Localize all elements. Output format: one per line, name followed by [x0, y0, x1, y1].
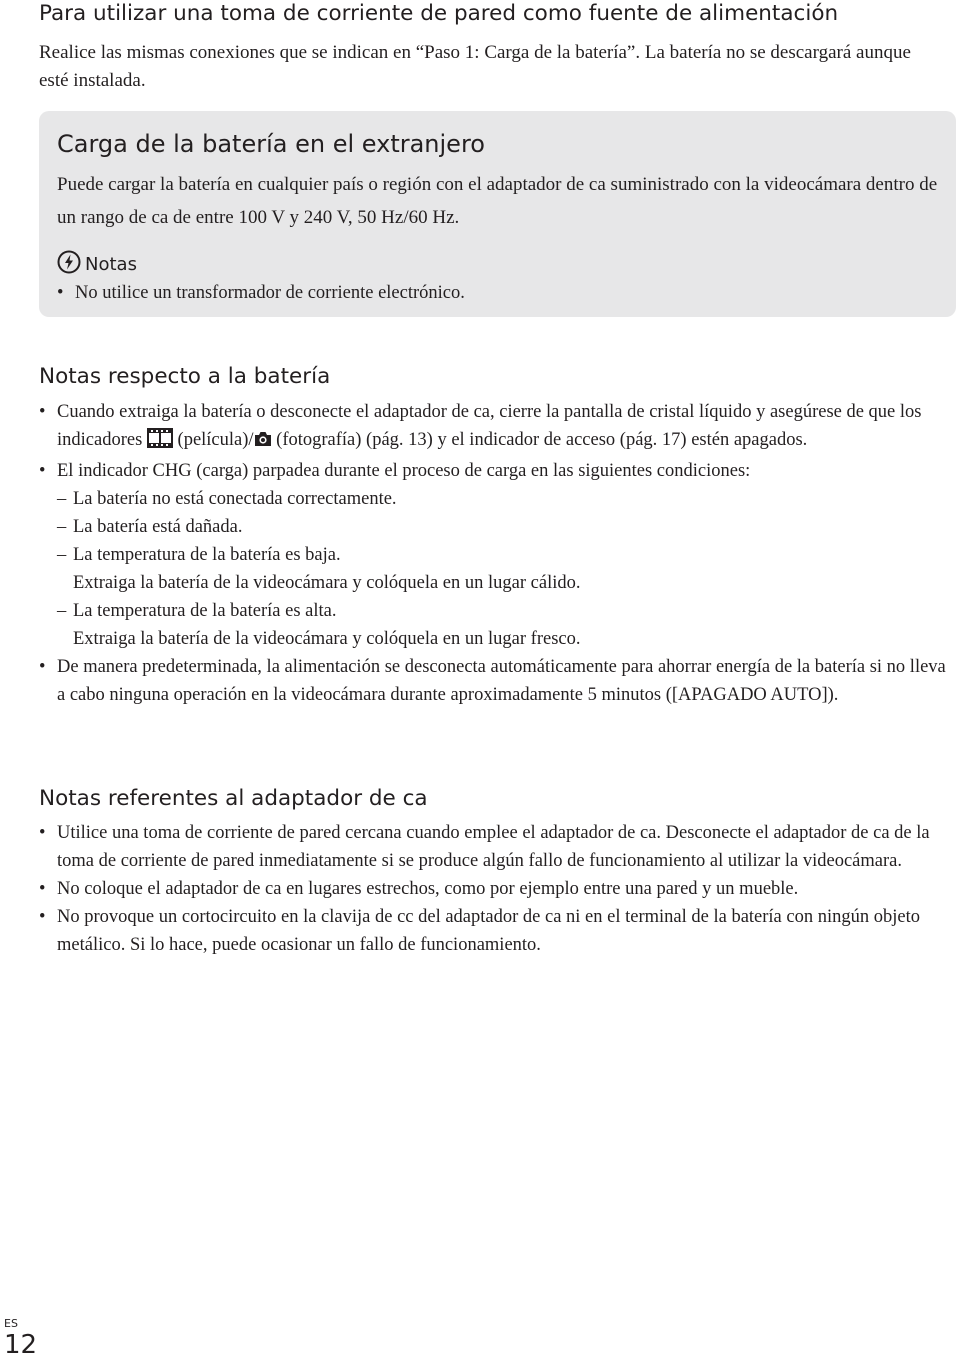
adapter-notes-list: [39, 819, 944, 959]
sub-list-item: – La temperatura de la batería es baja.: [57, 541, 957, 569]
movie-film-icon: [147, 428, 173, 457]
sub-list-item-note: Extraiga la batería de la videocámara y colóquela en un lugar cálido.: [73, 573, 581, 593]
sub-list-item: – La batería no está conectada correctamente.: [57, 485, 957, 513]
page-number: 12: [4, 1330, 38, 1360]
list-item: [39, 398, 957, 457]
list-item: [39, 457, 957, 653]
battery-note-1-text-b: (película)/: [172, 430, 254, 450]
list-item: • No provoque un cortocircuito en la clavija de cc del adaptador de ca ni en el terminal de la batería con ningún objeto metálico. Si lo hace, puede ocasionar un fallo de funcionamiento.: [39, 903, 944, 959]
list-item: • No coloque el adaptador de ca en lugares estrechos, como por ejemplo entre una pared y un mueble.: [39, 875, 944, 903]
charging-abroad-title: Carga de la batería en el extranjero: [57, 130, 485, 158]
battery-note-1-text-a: Cuando extraiga la batería o desconecte el adaptador de ca, cierre la pantalla de cristal líquido y asegúrese de que los indicadores: [57, 402, 922, 450]
list-item: • De manera predeterminada, la alimentación se desconecta automáticamente para ahorrar energía de la batería si no lleva a cabo ninguna operación en la videocámara durante aproximadamente 5 minutos ([APAGADO AUTO]).: [39, 653, 957, 709]
notes-label: Notas: [85, 253, 137, 275]
charging-abroad-text: Puede cargar la batería en cualquier país o región con el adaptador de ca suministrado con la videocámara dentro de un rango de ca de entre 100 V y 240 V, 50 Hz/60 Hz.: [57, 174, 938, 228]
wall-outlet-heading: Para utilizar una toma de corriente de pared como fuente de alimentación: [39, 1, 839, 26]
wall-outlet-text: Realice las mismas conexiones que se indican en “Paso 1: Carga de la batería”. La batería no se descargará aunque esté instalada.: [39, 42, 911, 91]
battery-note-2-intro: El indicador CHG (carga) parpadea durante el proceso de carga en las siguientes condiciones:: [57, 461, 751, 481]
photo-camera-icon: [254, 429, 272, 457]
battery-notes-list: [39, 398, 957, 709]
sub-list-item: – La batería está dañada.: [57, 513, 957, 541]
page-language-code: ES: [4, 1317, 18, 1330]
adapter-notes-heading: Notas referentes al adaptador de ca: [39, 786, 428, 811]
notes-warning-icon: [57, 250, 81, 279]
sub-list-item-note: Extraiga la batería de la videocámara y colóquela en un lugar fresco.: [73, 629, 581, 649]
battery-note-1-text-c: (fotografía) (pág. 13) y el indicador de acceso (pág. 17) estén apagados.: [271, 430, 808, 450]
battery-notes-heading: Notas respecto a la batería: [39, 364, 331, 389]
list-item: • Utilice una toma de corriente de pared cercana cuando emplee el adaptador de ca. Desconecte el adaptador de ca de la toma de corriente de pared inmediatamente si se produce algún fallo de funcionamiento al utilizar la videocámara.: [39, 819, 944, 875]
notes-header: [57, 250, 137, 278]
sub-list-item: – La temperatura de la batería es alta.: [57, 597, 957, 625]
abroad-notes-list: [57, 279, 937, 307]
list-item: • No utilice un transformador de corriente electrónico.: [57, 279, 937, 307]
